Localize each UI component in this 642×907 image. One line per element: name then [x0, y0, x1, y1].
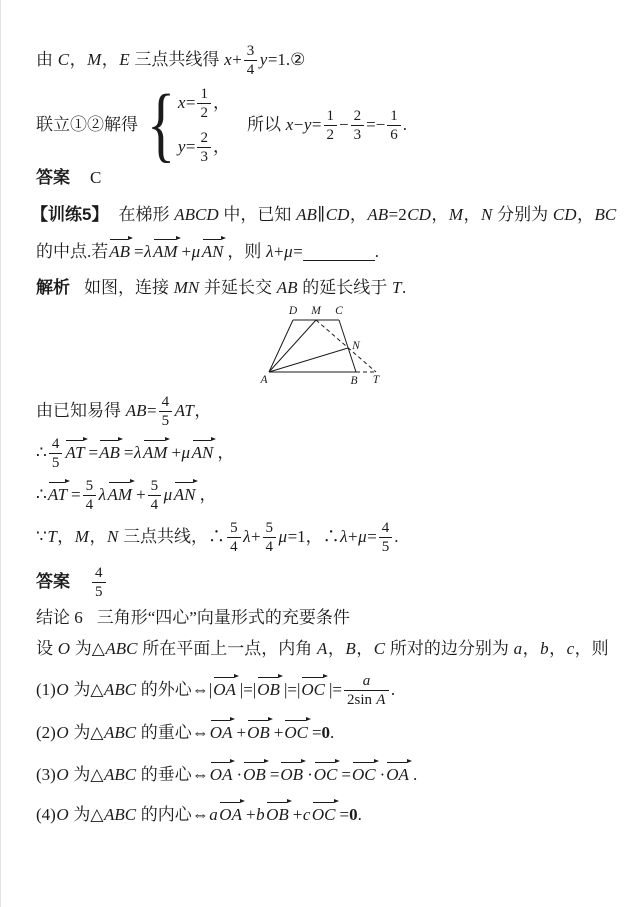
math-variable: c	[302, 805, 311, 825]
text-run: (4)	[36, 805, 56, 825]
bold-label: 答案	[36, 168, 70, 188]
text-run: =	[123, 443, 134, 463]
text-run: +	[292, 805, 303, 825]
fraction-numerator: 2	[200, 129, 208, 146]
condition-circumcenter	[36, 668, 395, 712]
fraction	[344, 672, 389, 709]
math-variable: T	[392, 278, 402, 298]
math-variable: CD	[407, 205, 431, 225]
text-run: =	[311, 723, 322, 743]
text-run: +	[181, 242, 192, 262]
text-run: ，	[431, 205, 449, 225]
text-run: 并延长交	[199, 278, 277, 298]
vector-with-arrow: AM	[107, 484, 133, 504]
math-variable: a	[362, 672, 371, 689]
text-run: 由已知易得	[36, 401, 126, 421]
math-variable: y	[259, 50, 268, 70]
math-variable: a	[209, 805, 218, 825]
train5-stem-1	[31, 202, 617, 228]
text-run: =	[269, 765, 280, 785]
vector-with-arrow: OC	[311, 804, 336, 824]
fraction	[197, 85, 211, 122]
text-run: ，	[217, 443, 235, 463]
math-variable: B	[345, 639, 356, 659]
formula-ab-at	[36, 392, 211, 430]
fraction-denominator: 5	[92, 582, 106, 601]
vector-with-arrow: OA	[209, 722, 233, 742]
fraction-denominator: 2	[197, 103, 211, 122]
text-run: 2sin	[346, 691, 376, 708]
text-run: +	[236, 723, 247, 743]
math-variable: A	[316, 639, 328, 659]
text-run: =	[147, 401, 157, 421]
text-run: ∴	[36, 485, 47, 505]
math-variable: M	[448, 205, 464, 225]
fraction-denominator: 6	[387, 125, 401, 144]
text-run: .	[412, 765, 418, 785]
text-run: ，	[199, 485, 217, 505]
figure-edge-AN	[269, 348, 348, 372]
text-run: 如图，连接	[84, 278, 174, 298]
fraction-numerator: 5	[265, 519, 274, 536]
formula-therefore-1	[36, 432, 234, 474]
text-run: .	[374, 242, 380, 262]
formula-line-colinear	[36, 40, 305, 80]
vector-with-arrow: OB	[247, 722, 270, 742]
fraction	[324, 107, 338, 144]
math-variable: λ	[144, 242, 152, 262]
condition-centroid	[36, 718, 334, 748]
train5-stem-2	[36, 236, 379, 268]
text-run: 为△	[69, 723, 104, 743]
bold-label: 解析	[36, 278, 70, 298]
vector-with-arrow: AM	[153, 241, 178, 261]
vector-with-arrow: OA	[209, 764, 233, 784]
text-run: =	[339, 805, 350, 825]
text-run: −	[339, 115, 349, 135]
vector-with-arrow: OA	[386, 764, 409, 784]
text-run: =	[185, 93, 196, 113]
vector-with-arrow: AT	[65, 442, 85, 462]
answer-line-45	[36, 560, 108, 604]
vector-with-arrow: OC	[284, 722, 308, 742]
text-run: 三角形“四心”向量形式的充要条件	[96, 608, 350, 628]
fraction	[49, 435, 63, 472]
math-variable: M	[74, 527, 89, 547]
vector-with-arrow: AN	[191, 442, 214, 462]
fraction-denominator	[344, 690, 389, 709]
figure-point-label-D: D	[288, 305, 298, 317]
text-run: ∥	[317, 205, 326, 225]
text-run: ，	[69, 50, 87, 70]
text-run: ，	[522, 639, 540, 659]
formula-therefore-2	[36, 474, 216, 516]
text-run: 所在平面上一点，内角	[137, 639, 317, 659]
math-variable: λ	[134, 443, 142, 463]
text-run: =−	[366, 115, 386, 135]
text-run: 三点共线，∴	[118, 527, 226, 547]
math-variable: AB	[125, 401, 147, 421]
vector-with-arrow: AN	[201, 241, 224, 261]
text-run: ∴	[36, 443, 47, 463]
text-run: ，	[327, 639, 345, 659]
math-variable: μ	[163, 485, 173, 505]
text-run: 的外心⇔|	[136, 680, 213, 700]
fraction-numerator: 1	[326, 107, 334, 124]
text-run: .	[402, 278, 407, 298]
blank-underline	[303, 243, 375, 262]
figure-edge-DA	[269, 320, 293, 372]
vector-with-arrow: AN	[173, 484, 196, 504]
text-run: 分别为	[492, 205, 553, 225]
text-run: =2	[388, 205, 407, 225]
vector-with-arrow: OB	[266, 804, 289, 824]
figure-edge-MT	[316, 320, 376, 372]
math-variable: O	[56, 805, 69, 825]
text-run: .	[330, 723, 335, 743]
math-variable: μ	[181, 443, 191, 463]
math-variable: ABC	[103, 723, 137, 743]
math-variable: O	[56, 723, 69, 743]
text-run: =1.②	[267, 50, 306, 70]
math-variable: λ	[340, 527, 348, 547]
math-variable: ABC	[105, 639, 138, 659]
fraction-denominator: 3	[197, 147, 211, 166]
text-run: 联立①②解得	[36, 115, 138, 135]
fraction-denominator: 2	[324, 125, 338, 144]
text-run: ·	[236, 765, 243, 785]
math-variable: MN	[173, 278, 200, 298]
formula-because	[36, 516, 399, 558]
text-run: 的垂心⇔	[136, 765, 209, 785]
text-run: ，则	[227, 242, 266, 262]
math-variable: N	[481, 205, 493, 225]
fraction-numerator: 3	[246, 42, 255, 59]
text-run: ，	[463, 205, 481, 225]
figure-trapezoid	[254, 302, 394, 390]
math-variable: μ	[358, 527, 367, 547]
vector-with-arrow: OB	[257, 679, 280, 699]
figure-point-label-M: M	[311, 305, 321, 317]
math-variable: ABC	[103, 805, 137, 825]
text-run: ，	[549, 639, 567, 659]
text-run: 的重心⇔	[136, 723, 209, 743]
text-run: .	[390, 680, 396, 700]
text-run: 的中点.若	[36, 242, 109, 262]
math-variable: λ	[98, 485, 107, 505]
fraction	[148, 477, 162, 514]
text-run: −	[293, 115, 304, 135]
fraction-numerator: 4	[161, 393, 170, 410]
fraction-denominator: 4	[227, 537, 241, 556]
figure-point-label-B: B	[350, 375, 358, 387]
text-run: +	[245, 805, 256, 825]
setup-line	[36, 636, 609, 662]
vector-with-arrow: OA	[219, 804, 242, 824]
fraction-denominator: 5	[379, 537, 393, 556]
fraction-denominator: 4	[148, 495, 162, 514]
fraction-denominator: 4	[263, 537, 277, 556]
text-run: =	[71, 485, 81, 505]
fraction	[263, 519, 277, 556]
fraction-numerator: 4	[95, 564, 103, 581]
text-run: ·	[307, 765, 313, 785]
vector-with-arrow: AT	[47, 484, 68, 504]
math-variable: c	[566, 639, 575, 659]
text-run: 为△	[69, 805, 104, 825]
math-variable: y	[303, 115, 312, 135]
fraction-numerator: 2	[353, 107, 362, 124]
fraction-numerator: 5	[150, 477, 159, 494]
text-run: ∵	[36, 527, 47, 547]
text-run: 结论 6	[36, 608, 83, 628]
math-variable: b	[256, 805, 265, 825]
text-run: 所对的边分别为	[385, 639, 514, 659]
text-run: +	[348, 527, 358, 547]
math-variable: x	[177, 93, 186, 113]
math-variable: ABC	[103, 680, 137, 700]
math-variable: M	[87, 50, 102, 70]
text-run: 三点共线得	[130, 50, 224, 70]
condition-incenter	[36, 800, 362, 830]
vector-with-arrow: AM	[142, 442, 168, 462]
vector-with-arrow: OB	[280, 764, 304, 784]
fraction-denominator: 3	[351, 125, 365, 144]
system-rows	[177, 85, 230, 166]
analysis-line	[36, 276, 406, 300]
text-run: |=|	[239, 680, 257, 700]
text-run: =	[311, 115, 322, 135]
math-variable: b	[540, 639, 549, 659]
math-variable: O	[57, 639, 71, 659]
text-run: ·	[379, 765, 386, 785]
math-variable: μ	[284, 242, 293, 262]
math-variable: C	[57, 50, 70, 70]
text-run: +	[273, 723, 284, 743]
equation-system: { x = $\frac{1}{2}$ ， y = $\frac{2}{3}$ ，	[147, 78, 230, 171]
math-variable: T	[47, 527, 57, 547]
text-run: =	[367, 527, 377, 547]
text-run: ，	[356, 639, 374, 659]
math-variable: ABCD	[174, 205, 219, 225]
figure-point-label-N: N	[352, 340, 360, 352]
fraction	[387, 107, 401, 144]
math-variable: ABC	[103, 765, 137, 785]
bold-label: 答案	[36, 572, 70, 592]
math-variable: BC	[594, 205, 617, 225]
text-run: 为△	[69, 680, 104, 700]
text-run: ，	[89, 527, 107, 547]
text-run: (2)	[36, 723, 56, 743]
text-run: (1)	[36, 680, 56, 700]
text-run: =1，∴	[287, 527, 340, 547]
text-run: =	[341, 765, 351, 785]
text-run: 为△	[69, 765, 104, 785]
bold-symbol: 0	[349, 805, 358, 825]
math-variable: O	[56, 765, 69, 785]
vector-with-arrow: AB	[99, 442, 120, 462]
text-run: 的内心⇔	[136, 805, 209, 825]
math-variable: C	[373, 639, 386, 659]
fraction	[227, 519, 241, 556]
vector-with-arrow: OC	[313, 764, 338, 784]
math-variable: AB	[296, 205, 317, 225]
figure-point-label-A: A	[260, 374, 268, 386]
text-run: ，	[194, 401, 212, 421]
math-variable: μ	[278, 527, 288, 547]
text-run: +	[250, 527, 261, 547]
text-run: 所以	[246, 115, 286, 135]
fraction	[379, 519, 393, 556]
text-run: 设	[36, 639, 58, 659]
fraction-numerator	[359, 672, 374, 690]
system-row	[177, 85, 230, 122]
math-variable: O	[56, 680, 69, 700]
math-variable: AB	[276, 278, 298, 298]
text-run: ，	[57, 527, 75, 547]
math-variable: y	[177, 137, 186, 157]
text-run: .	[402, 115, 408, 135]
text-run: ，	[577, 205, 595, 225]
math-variable: μ	[191, 242, 201, 262]
fraction-numerator: 5	[85, 477, 94, 494]
bold-symbol: 0	[321, 723, 331, 743]
fraction	[244, 42, 258, 79]
math-variable: x	[285, 115, 294, 135]
math-variable: λ	[243, 527, 251, 547]
fraction-denominator: 4	[244, 60, 258, 79]
text-run: 中，已知	[219, 205, 296, 225]
math-variable: a	[513, 639, 523, 659]
text-run: =	[134, 242, 144, 262]
math-variable: CD	[552, 205, 577, 225]
text-run: C	[90, 168, 102, 188]
text-run: .	[394, 527, 399, 547]
answer-line-c	[36, 166, 101, 190]
text-run: 由	[36, 50, 58, 70]
figure-point-label-T: T	[372, 374, 380, 386]
text-run: +	[232, 50, 242, 70]
condition-orthocenter	[36, 760, 417, 790]
fraction	[159, 393, 173, 430]
math-variable: AT	[174, 401, 194, 421]
text-run: .	[357, 805, 362, 825]
text-run: ，	[212, 93, 230, 113]
figure-point-label-C: C	[335, 305, 343, 317]
text-run: ，	[349, 205, 367, 225]
math-variable: CD	[325, 205, 350, 225]
text-run: +	[274, 242, 284, 262]
fraction-numerator: 4	[381, 519, 390, 536]
fraction-denominator: 4	[83, 495, 97, 514]
fraction-denominator: 5	[159, 411, 173, 430]
text-run: 在梯形	[118, 205, 174, 225]
math-variable: AB	[367, 205, 389, 225]
fraction	[92, 564, 106, 601]
vector-with-arrow: OC	[301, 679, 325, 699]
text-run: |=|	[283, 680, 301, 700]
math-variable: A	[376, 691, 386, 708]
text-run: ，则	[574, 639, 609, 659]
text-run: ，	[101, 50, 119, 70]
text-run: =	[293, 242, 303, 262]
fraction-denominator: 5	[49, 453, 63, 472]
fraction	[351, 107, 365, 144]
bold-label: 【训练5】	[31, 205, 109, 225]
vector-with-arrow: OC	[351, 764, 376, 784]
fraction-numerator: 1	[390, 107, 398, 124]
text-run: (3)	[36, 765, 56, 785]
text-run: 的延长线于	[298, 278, 392, 298]
text-run: +	[171, 443, 182, 463]
fraction	[83, 477, 97, 514]
fraction	[197, 129, 211, 166]
text-run: =	[185, 137, 196, 157]
conclusion6-title	[36, 606, 350, 630]
text-run: =	[88, 443, 99, 463]
vector-with-arrow: AB	[109, 241, 131, 261]
text-run: |=	[328, 680, 342, 700]
fraction-numerator: 1	[200, 85, 208, 102]
fraction-numerator: 4	[51, 435, 60, 452]
formula-line-system	[36, 78, 408, 171]
math-variable: λ	[266, 242, 274, 262]
fraction-numerator: 5	[230, 519, 238, 536]
figure-edge-AM	[269, 320, 316, 372]
text-run: 为△	[70, 639, 105, 659]
vector-with-arrow: OA	[213, 679, 236, 699]
text-run: +	[136, 485, 146, 505]
math-variable: E	[119, 50, 130, 70]
system-row	[177, 129, 230, 166]
trapezoid-svg	[254, 302, 394, 390]
math-variable: x	[224, 50, 232, 70]
vector-with-arrow: OB	[243, 764, 266, 784]
text-run: ，	[212, 137, 230, 157]
math-variable: N	[106, 527, 119, 547]
